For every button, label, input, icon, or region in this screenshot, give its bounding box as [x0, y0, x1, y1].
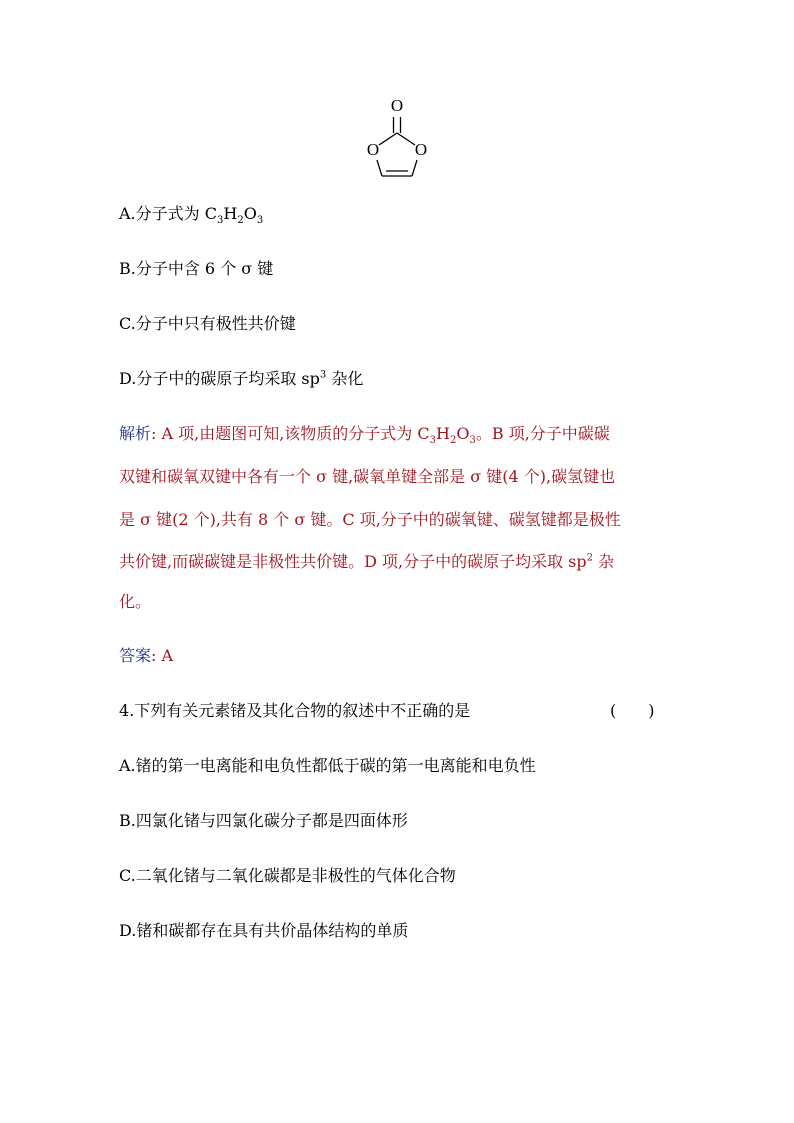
molecule-structure	[352, 92, 442, 187]
formula-o: O	[456, 424, 470, 443]
q4-option-c: C.二氧化锗与二氧化碳都是非极性的气体化合物	[119, 866, 456, 885]
q4-option-a: A.锗的第一电离能和电负性都低于碳的第一电离能和电负性	[119, 756, 536, 775]
atom-o-left: O	[366, 140, 380, 159]
q3-option-d-tail: 杂化	[326, 369, 364, 388]
explanation-text-tail: 。B 项,分子中碳碳	[475, 424, 610, 443]
formula-o: O	[243, 204, 257, 223]
q4-answer-blank: ( )	[610, 701, 655, 720]
answer-label: 答案	[119, 646, 152, 665]
subscript: 3	[216, 215, 224, 227]
q3-option-a-text: A.分子式为 C	[119, 204, 217, 223]
explanation-text: 共价键,而碳碳键是非极性共价键。D 项,分子中的碳原子均采取 sp	[119, 552, 587, 571]
q3-option-c: C.分子中只有极性共价键	[119, 314, 296, 333]
explanation-label: 解析	[119, 424, 152, 443]
explanation-line-2: 双键和碳氧双键中各有一个 σ 键,碳氧单键全部是 σ 键(4 个),碳氢键也	[119, 467, 616, 486]
explanation-line-4	[119, 552, 614, 572]
q4-stem: 4.下列有关元素锗及其化合物的叙述中不正确的是	[119, 701, 471, 720]
subscript: 3	[256, 215, 264, 227]
q4-option-d: D.锗和碳都存在具有共价晶体结构的单质	[119, 921, 409, 940]
answer-value: : A	[151, 646, 174, 665]
explanation-line-3: 是 σ 键(2 个),共有 8 个 σ 键。C 项,分子中的碳氧键、碳氢键都是极性	[119, 510, 621, 529]
q3-option-d-text: D.分子中的碳原子均采取 sp	[119, 369, 320, 388]
explanation-text: : A 项,由题图可知,该物质的分子式为 C	[151, 424, 430, 443]
subscript: 2	[449, 435, 457, 447]
atom-o-top: O	[390, 96, 404, 115]
explanation-text-tail: 杂	[593, 552, 615, 571]
explanation-line-5: 化。	[119, 592, 152, 611]
formula-h: H	[223, 204, 238, 223]
subscript: 2	[237, 215, 244, 227]
q4-option-b: B.四氯化锗与四氯化碳分子都是四面体形	[119, 811, 408, 830]
superscript: 3	[319, 369, 327, 381]
subscript: 3	[469, 435, 476, 447]
q3-option-a	[119, 204, 264, 227]
superscript: 2	[586, 552, 594, 564]
answer-line	[119, 646, 173, 666]
formula-h: H	[436, 424, 450, 443]
explanation-line-1	[119, 424, 610, 447]
subscript: 3	[429, 435, 437, 447]
q3-option-d	[119, 369, 363, 389]
q3-option-b: B.分子中含 6 个 σ 键	[119, 259, 274, 278]
atom-o-right: O	[414, 140, 428, 159]
